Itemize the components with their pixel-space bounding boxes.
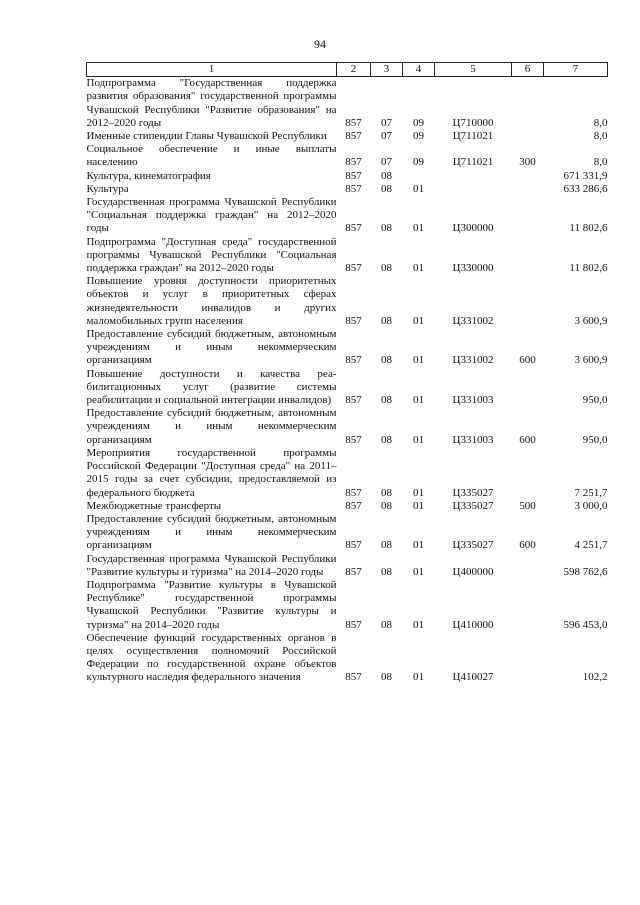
cell-section: 08 — [381, 499, 392, 512]
cell-target: Ц331003 — [452, 394, 494, 407]
cell-amount: 4 251,7 — [574, 539, 608, 552]
cell-section: 08 — [381, 565, 392, 578]
cell-ministry: 857 — [345, 486, 362, 499]
table-row — [87, 368, 608, 408]
table-row — [87, 579, 608, 632]
cell-section: 08 — [381, 618, 392, 631]
cell-subsection: 01 — [413, 394, 424, 407]
cell-name: Подпрограмма "Государственная поддержка развития образования" государственной программы Чувашской Республики "Развитие образования" на 2012–2020 годы — [86, 77, 337, 129]
cell-name: Предоставление субсидий бюджетным, автономным учреждениям и иным некоммерческим организациям — [86, 328, 337, 367]
cell-amount: 8,0 — [593, 116, 608, 129]
cell-expense-type: 600 — [519, 354, 536, 367]
table-row — [87, 513, 608, 553]
cell-amount: 598 762,6 — [563, 565, 608, 578]
cell-name: Повышение доступности и качества реабилитационных услуг (развитие системы реабилитации и социальной интеграции инвалидов) — [86, 367, 337, 407]
cell-amount: 596 453,0 — [563, 618, 608, 631]
header-col-4: 4 — [403, 63, 435, 77]
cell-subsection: 09 — [413, 116, 424, 129]
cell-name: Предоставление субсидий бюджетным, автономным учреждениям и иным некоммерческим организациям — [86, 512, 337, 552]
table-body — [87, 77, 608, 685]
cell-ministry: 857 — [345, 314, 362, 327]
table-row — [87, 183, 608, 196]
header-col-5: 5 — [435, 63, 512, 77]
cell-name: Именные стипендии Главы Чувашской Республики — [86, 130, 327, 143]
cell-ministry: 857 — [345, 433, 362, 446]
cell-section: 08 — [381, 314, 392, 327]
cell-subsection: 01 — [413, 499, 424, 512]
header-col-7: 7 — [544, 63, 608, 77]
cell-ministry: 857 — [345, 169, 362, 182]
cell-expense-type — [512, 183, 544, 196]
cell-subsection: 01 — [413, 671, 424, 684]
cell-target: Ц331002 — [452, 314, 494, 327]
table-header — [87, 63, 608, 77]
cell-subsection: 01 — [413, 433, 424, 446]
cell-expense-type — [512, 275, 544, 328]
cell-name: Государственная программа Чувашской Республики "Социальная поддержка граждан" на 2012–2020 годы — [86, 196, 337, 235]
header-col-3: 3 — [371, 63, 403, 77]
cell-section: 08 — [381, 539, 392, 552]
cell-name: Мероприятия государственной программы Российской Федерации "Доступная среда" на 2011–2015 годы за счет субсидии, предоставляемой из федерального бюджета — [86, 446, 337, 499]
cell-expense-type — [512, 196, 544, 236]
cell-amount: 633 286,6 — [563, 182, 608, 195]
cell-ministry: 857 — [345, 222, 362, 235]
cell-section: 08 — [381, 222, 392, 235]
cell-target — [435, 170, 512, 183]
cell-subsection: 01 — [413, 539, 424, 552]
cell-ministry: 857 — [345, 116, 362, 129]
cell-name: Государственная программа Чувашской Республики "Развитие культуры и туризма" на 2014–2020 годы — [86, 552, 337, 578]
table-row — [87, 143, 608, 169]
cell-expense-type — [512, 447, 544, 500]
cell-expense-type: 300 — [519, 156, 536, 169]
cell-ministry: 857 — [345, 499, 362, 512]
cell-ministry: 857 — [345, 671, 362, 684]
cell-ministry: 857 — [345, 354, 362, 367]
cell-name: Социальное обеспечение и иные выплаты населению — [86, 143, 337, 169]
cell-section: 08 — [381, 433, 392, 446]
cell-amount: 3 600,9 — [574, 314, 608, 327]
cell-subsection: 01 — [413, 182, 424, 195]
cell-target: Ц711021 — [452, 156, 494, 169]
cell-name: Повышение уровня доступности приоритетных объектов и услуг в приоритетных сферах жизнедеятельности инвалидов и других маломобильных групп населения — [86, 275, 337, 327]
cell-section: 08 — [381, 671, 392, 684]
cell-expense-type — [512, 130, 544, 143]
table-row — [87, 236, 608, 276]
table-row — [87, 130, 608, 143]
cell-expense-type — [512, 632, 544, 685]
cell-target — [435, 183, 512, 196]
cell-name: Предоставление субсидий бюджетным, автономным учреждениям и иным некоммерческим организациям — [86, 407, 337, 446]
table-row — [87, 196, 608, 236]
cell-section: 08 — [381, 262, 392, 275]
cell-name: Культура — [86, 182, 129, 195]
cell-ministry: 857 — [345, 262, 362, 275]
cell-amount: 11 802,6 — [569, 262, 608, 275]
cell-target: Ц331003 — [452, 433, 494, 446]
cell-expense-type: 600 — [519, 539, 536, 552]
cell-name: Подпрограмма "Развитие культуры в Чувашской Республике" государственной программы Чувашской Республики "Развитие культуры и туризма" на 2014–2020 годы — [86, 578, 337, 631]
cell-name: Межбюджетные трансферты — [86, 499, 222, 512]
cell-subsection — [403, 170, 435, 183]
table-row — [87, 77, 608, 130]
table-row — [87, 447, 608, 500]
cell-section: 07 — [381, 130, 392, 143]
table-row — [87, 328, 608, 368]
cell-amount: 3 600,9 — [574, 354, 608, 367]
cell-ministry: 857 — [345, 182, 362, 195]
cell-subsection: 01 — [413, 314, 424, 327]
cell-expense-type — [512, 368, 544, 408]
table-row — [87, 632, 608, 685]
cell-amount: 102,2 — [582, 671, 608, 684]
cell-amount: 950,0 — [582, 433, 608, 446]
cell-target: Ц400000 — [452, 565, 494, 578]
cell-target: Ц410000 — [452, 618, 494, 631]
cell-target: Ц335027 — [452, 539, 494, 552]
cell-target: Ц330000 — [452, 262, 494, 275]
cell-subsection: 09 — [413, 130, 424, 143]
cell-expense-type — [512, 579, 544, 632]
cell-subsection: 01 — [413, 486, 424, 499]
cell-ministry: 857 — [345, 156, 362, 169]
table-row — [87, 500, 608, 513]
table-row — [87, 275, 608, 328]
cell-subsection: 01 — [413, 618, 424, 631]
cell-target: Ц410027 — [452, 671, 494, 684]
cell-name: Обеспечение функций государственных органов в целях осуществления полномочий Российской Федерации по государственной охране объектов культурного наследия федерального значения — [86, 631, 337, 684]
cell-target: Ц711021 — [452, 130, 494, 143]
cell-ministry: 857 — [345, 618, 362, 631]
cell-expense-type — [512, 170, 544, 183]
cell-ministry: 857 — [345, 394, 362, 407]
cell-section: 08 — [381, 169, 392, 182]
cell-section: 08 — [381, 182, 392, 195]
cell-expense-type: 600 — [519, 433, 536, 446]
cell-expense-type — [512, 77, 544, 130]
cell-expense-type: 500 — [519, 499, 536, 512]
page-number: 94 — [314, 37, 326, 51]
table-row — [87, 553, 608, 579]
cell-section: 08 — [381, 486, 392, 499]
cell-section: 08 — [381, 394, 392, 407]
cell-ministry: 857 — [345, 130, 362, 143]
cell-subsection: 01 — [413, 354, 424, 367]
cell-amount: 7 251,7 — [574, 486, 608, 499]
cell-target: Ц710000 — [452, 116, 494, 129]
cell-amount: 950,0 — [582, 394, 608, 407]
cell-section: 07 — [381, 116, 392, 129]
cell-amount: 8,0 — [593, 130, 608, 143]
cell-target: Ц335027 — [452, 486, 494, 499]
cell-section: 07 — [381, 156, 392, 169]
header-col-6: 6 — [512, 63, 544, 77]
cell-subsection: 01 — [413, 565, 424, 578]
cell-name: Культура, кинематография — [86, 169, 211, 182]
header-row — [87, 63, 608, 77]
cell-target: Ц331002 — [452, 354, 494, 367]
cell-section: 08 — [381, 354, 392, 367]
header-col-2: 2 — [337, 63, 371, 77]
cell-subsection: 01 — [413, 262, 424, 275]
cell-subsection: 01 — [413, 222, 424, 235]
cell-target: Ц300000 — [452, 222, 494, 235]
cell-ministry: 857 — [345, 539, 362, 552]
budget-table — [86, 62, 608, 685]
cell-name: Подпрограмма "Доступная среда" государственной программы Чувашской Республики "Социальная поддержка граждан" на 2012–2020 годы — [86, 235, 337, 275]
cell-expense-type — [512, 553, 544, 579]
cell-expense-type — [512, 236, 544, 276]
cell-amount: 8,0 — [593, 156, 608, 169]
cell-target: Ц335027 — [452, 499, 494, 512]
table-row — [87, 407, 608, 447]
table-row — [87, 170, 608, 183]
cell-ministry: 857 — [345, 565, 362, 578]
cell-amount: 11 802,6 — [569, 222, 608, 235]
cell-amount: 3 000,0 — [574, 499, 608, 512]
cell-subsection: 09 — [413, 156, 424, 169]
cell-amount: 671 331,9 — [563, 169, 608, 182]
header-col-1: 1 — [87, 63, 337, 77]
